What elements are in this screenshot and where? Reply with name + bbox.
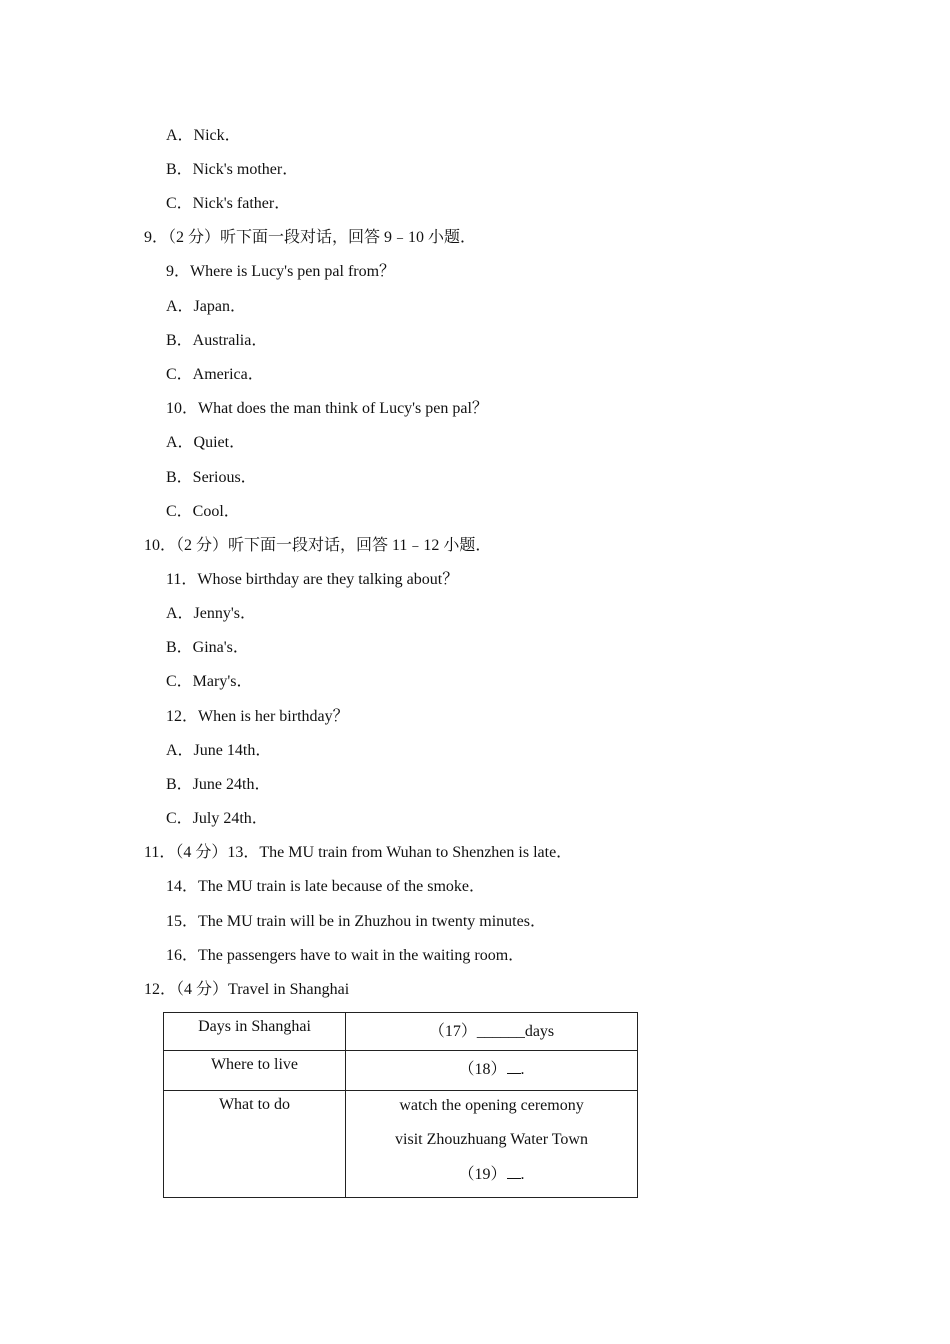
question-line: B．Australia． [166, 332, 268, 349]
question-line: B．Gina's． [166, 639, 249, 656]
question-heading: 10．（2 分）听下面一段对话，回答 11﹣12 小题． [144, 537, 492, 554]
blank-number-18: （18） [458, 1061, 507, 1078]
question-line: B．June 24th． [166, 776, 271, 793]
question-line: 11．Whose birthday are they talking about？ [166, 571, 459, 588]
question-heading: 12．（4 分）Travel in Shanghai [144, 981, 350, 998]
question-line: C．Nick's father． [166, 195, 291, 212]
where-to-live-label-cell: Where to live [164, 1051, 346, 1091]
question-line: 15．The MU train will be in Zhuzhou in twenty minutes． [166, 913, 546, 930]
question-line: C．July 24th． [166, 810, 268, 827]
answer-blank-19 [507, 1164, 521, 1179]
question-line: A．Nick． [166, 127, 241, 144]
period: . [520, 1166, 525, 1183]
blank-number-19: （19） [458, 1166, 507, 1183]
question-line: A．Jenny's． [166, 605, 256, 622]
question-line: 14．The MU train is late because of the smoke． [166, 878, 486, 895]
question-line: B．Nick's mother． [166, 161, 299, 178]
days-label-cell: Days in Shanghai [164, 1013, 346, 1051]
activity-line-3 [346, 1164, 637, 1185]
question-line: 10．What does the man think of Lucy's pen pal？ [166, 400, 488, 417]
question-line: C．America． [166, 366, 264, 383]
question-line: 12．When is her birthday？ [166, 708, 349, 725]
activity-line-2: visit Zhouzhuang Water Town [395, 1131, 588, 1148]
question-line: 9．Where is Lucy's pen pal from？ [166, 263, 396, 280]
what-to-do-value-cell [346, 1091, 638, 1198]
what-to-do-label-cell: What to do [164, 1091, 346, 1198]
table-row [164, 1013, 638, 1051]
table-row [164, 1091, 638, 1198]
question-line: A．Quiet． [166, 434, 246, 451]
where-to-live-value-cell [346, 1051, 638, 1091]
question-line: A．June 14th． [166, 742, 272, 759]
question-line: A．Japan． [166, 298, 246, 315]
question-heading: 9．（2 分）听下面一段对话，回答 9﹣10 小题． [144, 229, 477, 246]
table-row [164, 1051, 638, 1091]
question-heading: 11．（4 分）13．The MU train from Wuhan to Shenzhen is late． [144, 844, 573, 861]
question-line: B．Serious． [166, 469, 257, 486]
activity-line-1: watch the opening ceremony [399, 1097, 584, 1114]
period: . [520, 1061, 525, 1078]
travel-in-shanghai-table [163, 1012, 638, 1198]
answer-blank-18 [507, 1059, 521, 1074]
days-value-cell: （17）______days [346, 1013, 638, 1051]
question-line: C．Cool． [166, 503, 240, 520]
question-line: 16．The passengers have to wait in the waiting room． [166, 947, 525, 964]
question-line: C．Mary's． [166, 673, 253, 690]
